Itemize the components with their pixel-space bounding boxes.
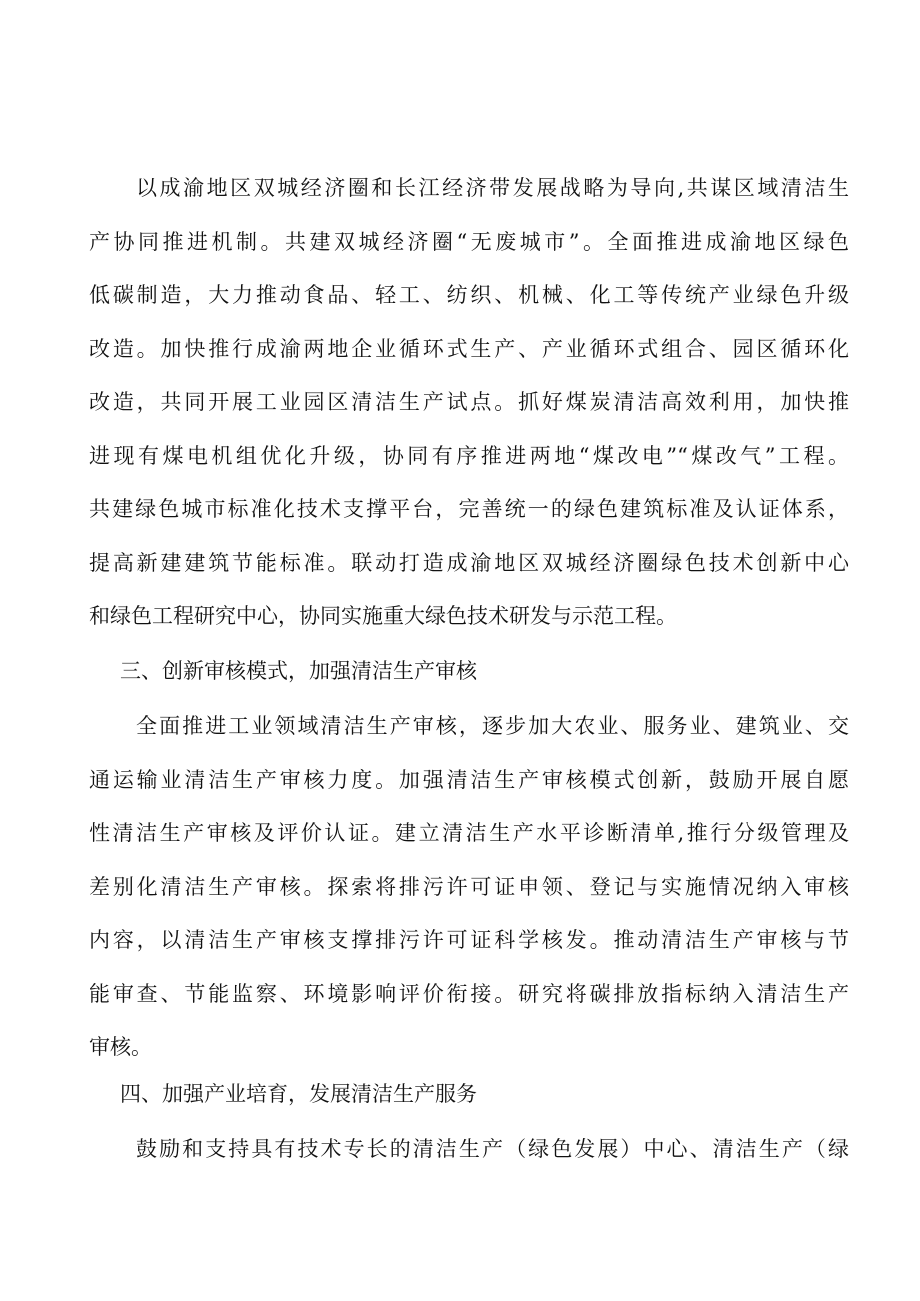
paragraph-line: 共建绿色城市标准化技术支撑平台，完善统一的绿色建筑标准及认证体系， [89,497,849,521]
section-heading-4: 四、加强产业培育，发展清洁生产服务 [120,1082,477,1106]
paragraph-line: 以成渝地区双城经济圈和长江经济带发展战略为导向,共谋区域清洁生 [136,176,849,200]
paragraph-line: 内容，以清洁生产审核支撑排污许可证科学核发。推动清洁生产审核与节 [89,928,849,952]
paragraph-line: 通运输业清洁生产审核力度。加强清洁生产审核模式创新，鼓励开展自愿 [89,768,849,792]
paragraph-line: 差别化清洁生产审核。探索将排污许可证申领、登记与实施情况纳入审核 [89,875,849,899]
paragraph-line: 全面推进工业领域清洁生产审核，逐步加大农业、服务业、建筑业、交 [136,714,849,738]
paragraph-line: 提高新建建筑节能标准。联动打造成渝地区双城经济圈绿色技术创新中心 [89,551,849,575]
paragraph-line: 审核。 [89,1035,152,1059]
paragraph-line: 改造，共同开展工业园区清洁生产试点。抓好煤炭清洁高效利用，加快推 [89,390,849,414]
paragraph-line: 改造。加快推行成渝两地企业循环式生产、产业循环式组合、园区循环化 [89,337,849,361]
paragraph-line: 产协同推进机制。共建双城经济圈“无废城市”。全面推进成渝地区绿色 [89,230,849,254]
paragraph-line: 性清洁生产审核及评价认证。建立清洁生产水平诊断清单,推行分级管理及 [89,821,849,845]
section-heading-3: 三、创新审核模式，加强清洁生产审核 [120,659,477,683]
paragraph-line: 鼓励和支持具有技术专长的清洁生产（绿色发展）中心、清洁生产（绿 [136,1137,849,1161]
paragraph-line: 进现有煤电机组优化升级，协同有序推进两地“煤改电”“煤改气”工程。 [89,444,849,468]
paragraph-line: 和绿色工程研究中心，协同实施重大绿色技术研发与示范工程。 [89,604,677,628]
paragraph-line: 能审查、节能监察、环境影响评价衔接。研究将碳排放指标纳入清洁生产 [89,982,849,1006]
paragraph-line: 低碳制造，大力推动食品、轻工、纺织、机械、化工等传统产业绿色升级 [89,283,849,307]
